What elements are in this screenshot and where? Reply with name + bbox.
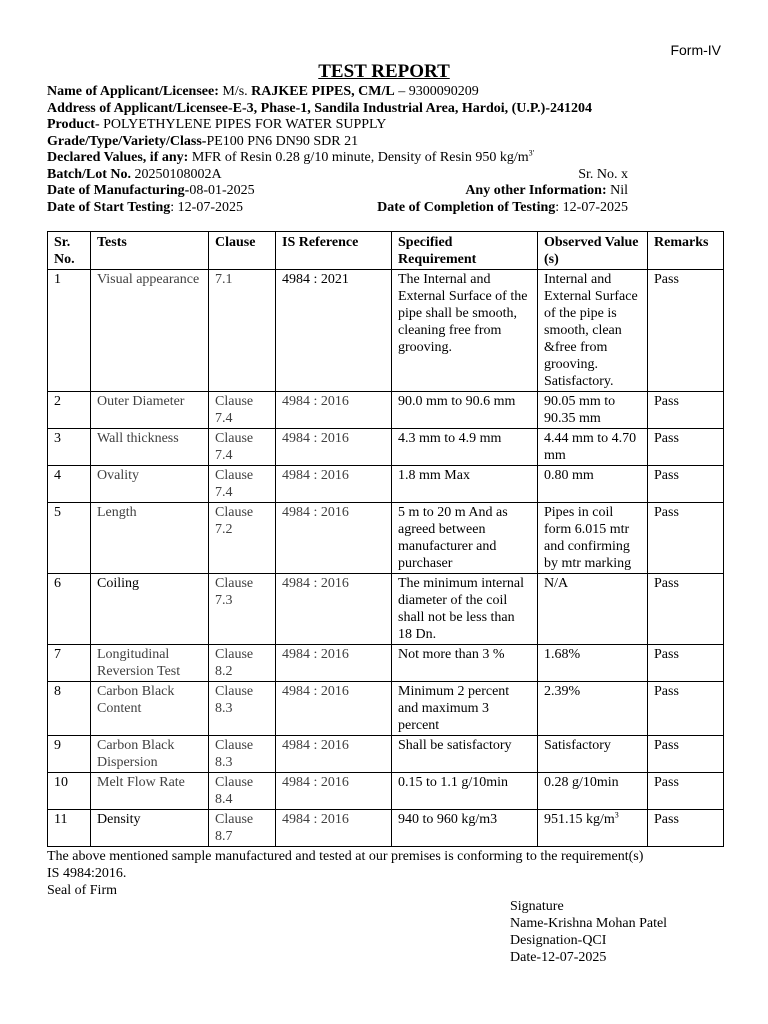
cell-is-ref: 4984 : 2016 <box>276 773 392 810</box>
col-header-observed-value: Observed Value (s) <box>538 232 648 270</box>
cell-observed: 0.80 mm <box>538 466 648 503</box>
cell-spec: The Internal and External Surface of the pipe shall be smooth, cleaning free from grooving. <box>392 270 538 392</box>
applicant-line <box>47 83 729 100</box>
signatory-designation: Designation-QCI <box>510 933 607 948</box>
cell-is-ref: 4984 : 2016 <box>276 503 392 574</box>
col-header-specified-requirement: Specified Requirement <box>392 232 538 270</box>
address-text: Address of Applicant/Licensee-E-3, Phase-1, Sandila Industrial Area, Hardoi, (U.P.)-241204 <box>47 100 593 116</box>
cell-observed-superscript: 3 <box>614 810 619 820</box>
cell-sr: 6 <box>48 574 91 645</box>
product-line <box>47 116 729 133</box>
seal-of-firm: Seal of Firm <box>47 883 117 898</box>
cell-observed: 2.39% <box>538 682 648 736</box>
cell-test: Density <box>91 810 209 847</box>
batch-value: 20250108002A <box>134 166 222 182</box>
cell-sr: 2 <box>48 392 91 429</box>
applicant-label: Name of Applicant/Licensee: <box>47 84 219 99</box>
cell-remarks: Pass <box>648 645 724 682</box>
cell-test: Carbon Black Content <box>91 682 209 736</box>
completion-date: : 12-07-2025 <box>555 199 628 215</box>
table-row <box>48 810 724 847</box>
cell-observed: Internal and External Surface of the pipe is smooth, clean &free from grooving. Satisfactory. <box>538 270 648 392</box>
cell-spec: Minimum 2 percent and maximum 3 percent <box>392 682 538 736</box>
cell-remarks: Pass <box>648 736 724 773</box>
other-info-label: Any other Information: <box>465 183 607 198</box>
cell-remarks: Pass <box>648 466 724 503</box>
signatory-name: Name-Krishna Mohan Patel <box>510 916 668 931</box>
cell-sr: 11 <box>48 810 91 847</box>
cell-test: Carbon Black Dispersion <box>91 736 209 773</box>
cell-spec: 4.3 mm to 4.9 mm <box>392 429 538 466</box>
table-row <box>48 466 724 503</box>
cell-spec: 5 m to 20 m And as agreed between manufacturer and purchaser <box>392 503 538 574</box>
cell-observed: Pipes in coil form 6.015 mtr and confirming by mtr marking <box>538 503 648 574</box>
cell-sr: 1 <box>48 270 91 392</box>
cell-observed-value: 951.15 kg/m <box>544 812 615 827</box>
cell-sr: 3 <box>48 429 91 466</box>
cell-clause: Clause 8.4 <box>209 773 276 810</box>
cell-remarks: Pass <box>648 810 724 847</box>
batch-line <box>47 166 729 183</box>
declared-superscript: 3' <box>528 148 535 158</box>
applicant-phone: – 9300090209 <box>398 84 479 99</box>
cell-test: Longitudinal Reversion Test <box>91 645 209 682</box>
signature-block <box>510 898 667 966</box>
cell-is-ref: 4984 : 2016 <box>276 645 392 682</box>
cell-is-ref: 4984 : 2021 <box>276 270 392 392</box>
cell-observed: 90.05 mm to 90.35 mm <box>538 392 648 429</box>
cell-remarks: Pass <box>648 429 724 466</box>
table-row <box>48 574 724 645</box>
other-info <box>465 182 628 199</box>
report-header <box>47 83 729 215</box>
cell-clause: Clause 8.3 <box>209 736 276 773</box>
statement-line-1: The above mentioned sample manufactured and tested at our premises is conforming to the requirement(s) <box>47 849 644 864</box>
cell-sr: 5 <box>48 503 91 574</box>
cell-observed: 0.28 g/10min <box>538 773 648 810</box>
cell-observed: N/A <box>538 574 648 645</box>
cell-spec: 1.8 mm Max <box>392 466 538 503</box>
signature-date: Date-12-07-2025 <box>510 950 607 965</box>
table-row <box>48 503 724 574</box>
statement-line-2: IS 4984:2016. <box>47 866 127 881</box>
applicant-prefix: M/s. <box>222 84 248 99</box>
cell-test: Length <box>91 503 209 574</box>
conformity-statement <box>47 848 727 899</box>
cell-spec: Not more than 3 % <box>392 645 538 682</box>
serial-number: Sr. No. x <box>578 166 628 182</box>
cell-sr: 8 <box>48 682 91 736</box>
report-title: TEST REPORT <box>318 61 450 82</box>
cell-sr: 7 <box>48 645 91 682</box>
cell-is-ref: 4984 : 2016 <box>276 574 392 645</box>
cell-sr: 4 <box>48 466 91 503</box>
cell-clause: Clause 7.4 <box>209 466 276 503</box>
other-info-value: Nil <box>610 183 628 198</box>
start-testing-label: Date of Start Testing <box>47 199 171 215</box>
cell-is-ref: 4984 : 2016 <box>276 736 392 773</box>
manufacturing-line <box>47 182 729 199</box>
grade-line <box>47 133 729 150</box>
cell-sr: 10 <box>48 773 91 810</box>
grade-label: Grade/Type/Variety/Class- <box>47 133 207 149</box>
declared-value: MFR of Resin 0.28 g/10 minute, Density of Resin 950 kg/m <box>191 150 529 165</box>
table-header-row <box>48 232 724 270</box>
batch-label: Batch/Lot No. <box>47 166 131 182</box>
cell-clause: Clause 8.7 <box>209 810 276 847</box>
cell-remarks: Pass <box>648 503 724 574</box>
completion-label: Date of Completion of Testing <box>377 199 556 215</box>
cell-remarks: Pass <box>648 682 724 736</box>
cell-clause: Clause 8.3 <box>209 682 276 736</box>
mfg-date: 08-01-2025 <box>189 183 255 198</box>
table-row <box>48 270 724 392</box>
product-label: Product- <box>47 117 100 132</box>
declared-line <box>47 149 729 166</box>
cell-test: Wall thickness <box>91 429 209 466</box>
col-header-remarks: Remarks <box>648 232 724 270</box>
form-number: Form-IV <box>670 42 721 58</box>
cell-test: Coiling <box>91 574 209 645</box>
cell-remarks: Pass <box>648 392 724 429</box>
cell-clause: 7.1 <box>209 270 276 392</box>
cell-clause: Clause 7.4 <box>209 429 276 466</box>
table-row <box>48 645 724 682</box>
cell-remarks: Pass <box>648 270 724 392</box>
cell-spec: 90.0 mm to 90.6 mm <box>392 392 538 429</box>
address-line <box>47 100 729 117</box>
cell-remarks: Pass <box>648 773 724 810</box>
table-row <box>48 429 724 466</box>
cell-clause: Clause 7.2 <box>209 503 276 574</box>
table-row <box>48 682 724 736</box>
table-row <box>48 773 724 810</box>
start-testing-date: : 12-07-2025 <box>170 199 243 215</box>
cell-spec: Shall be satisfactory <box>392 736 538 773</box>
cell-observed: 4.44 mm to 4.70 mm <box>538 429 648 466</box>
table-row <box>48 392 724 429</box>
col-header-sr-no: Sr. No. <box>48 232 91 270</box>
table-row <box>48 736 724 773</box>
cell-observed: 1.68% <box>538 645 648 682</box>
cell-test: Visual appearance <box>91 270 209 392</box>
mfg-label: Date of Manufacturing- <box>47 183 190 198</box>
col-header-clause: Clause <box>209 232 276 270</box>
cell-is-ref: 4984 : 2016 <box>276 810 392 847</box>
grade-value: PE100 PN6 DN90 SDR 21 <box>206 133 359 149</box>
cell-is-ref: 4984 : 2016 <box>276 466 392 503</box>
cell-sr: 9 <box>48 736 91 773</box>
completion-testing <box>377 199 628 216</box>
cell-remarks: Pass <box>648 574 724 645</box>
cell-is-ref: 4984 : 2016 <box>276 682 392 736</box>
cell-spec: 0.15 to 1.1 g/10min <box>392 773 538 810</box>
cell-is-ref: 4984 : 2016 <box>276 392 392 429</box>
cell-clause: Clause 7.3 <box>209 574 276 645</box>
cell-observed <box>538 810 648 847</box>
cell-spec: 940 to 960 kg/m3 <box>392 810 538 847</box>
cell-observed: Satisfactory <box>538 736 648 773</box>
cell-spec: The minimum internal diameter of the coil shall not be less than 18 Dn. <box>392 574 538 645</box>
product-value: POLYETHYLENE PIPES FOR WATER SUPPLY <box>103 117 387 132</box>
cell-test: Melt Flow Rate <box>91 773 209 810</box>
cell-test: Outer Diameter <box>91 392 209 429</box>
test-results-table <box>47 231 724 847</box>
signature-label: Signature <box>510 899 564 914</box>
cell-clause: Clause 8.2 <box>209 645 276 682</box>
cell-clause: Clause 7.4 <box>209 392 276 429</box>
applicant-name: RAJKEE PIPES, CM/L <box>251 84 395 99</box>
cell-is-ref: 4984 : 2016 <box>276 429 392 466</box>
declared-label: Declared Values, if any: <box>47 150 189 165</box>
testing-dates-line <box>47 199 729 216</box>
cell-test: Ovality <box>91 466 209 503</box>
col-header-tests: Tests <box>91 232 209 270</box>
col-header-is-reference: IS Reference <box>276 232 392 270</box>
